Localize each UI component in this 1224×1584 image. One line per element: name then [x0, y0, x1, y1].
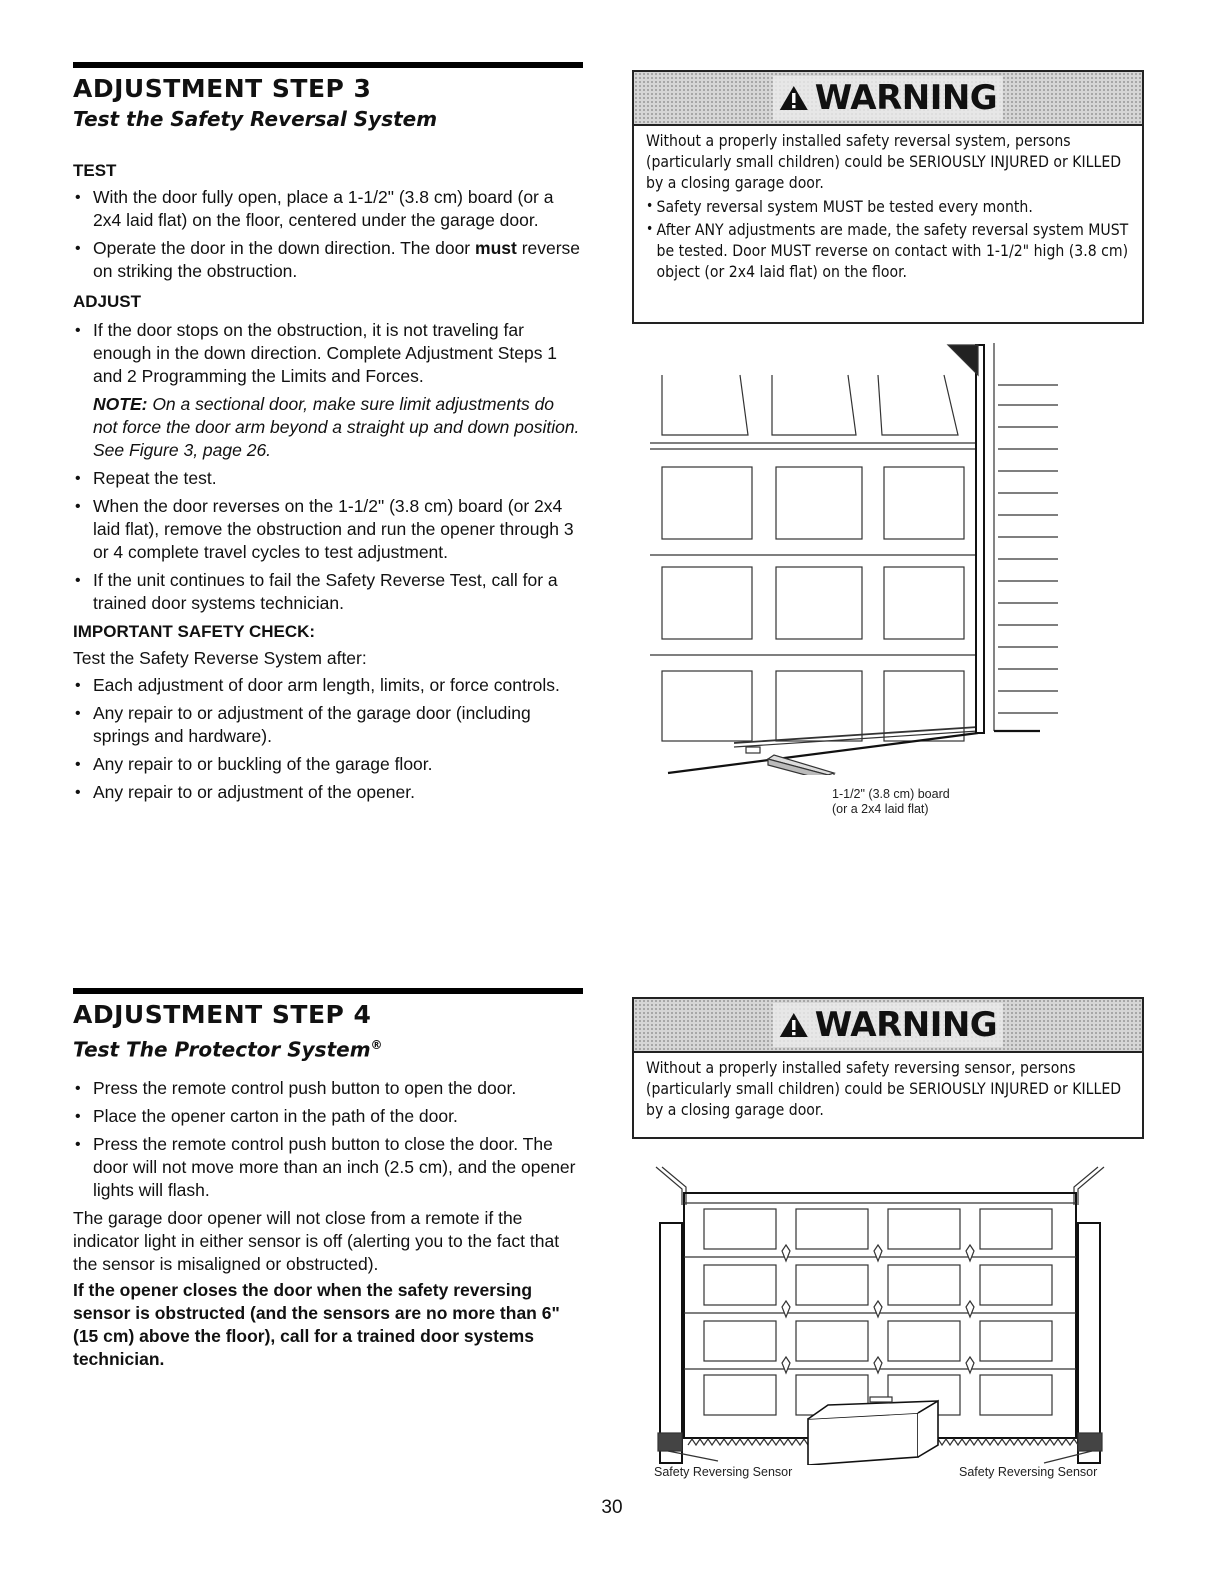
board-caption: 1-1/2" (3.8 cm) board (or a 2x4 laid flat)	[832, 787, 950, 816]
step4-bullet-2: • Place the opener carton in the path of the door.	[73, 1105, 583, 1128]
check-bullet-3: • Any repair to or buckling of the garage floor.	[73, 753, 583, 776]
step4-bullet-3: • Press the remote control push button to close the door. The door will not move more than an inch (2.5 cm), and the opener lights will flash.	[73, 1133, 583, 1202]
warning-bullet-1: • Safety reversal system MUST be tested every month.	[646, 196, 1138, 217]
warning-title-1: WARNING	[773, 76, 1003, 120]
warning-body-2	[634, 1053, 1142, 1128]
check-bullet-2: • Any repair to or adjustment of the garage door (including springs and hardware).	[73, 702, 583, 748]
step3-heading: ADJUSTMENT STEP 3	[73, 74, 372, 103]
adjust-list	[73, 319, 583, 388]
adjust-list-2	[73, 467, 583, 615]
warning-text-2: Without a properly installed safety reversing sensor, persons (particularly small children) could be SERIOUSLY INJURED or KILLED by a closing garage door.	[646, 1058, 1122, 1119]
test-list	[73, 186, 583, 283]
figure-door-board	[648, 335, 1068, 825]
safety-check-intro: Test the Safety Reverse System after:	[73, 648, 367, 668]
check-bullet-4: • Any repair to or adjustment of the opener.	[73, 781, 583, 804]
warning-box-2	[632, 997, 1144, 1139]
figure-garage-carton	[648, 1165, 1118, 1485]
garage-carton-illustration	[648, 1165, 1118, 1465]
page-number: 30	[601, 1497, 623, 1518]
adjust-bullet-1: • If the door stops on the obstruction, it is not traveling far enough in the down direction. Complete Adjustment Steps 1 and 2 Programming the Limits and Forces.	[73, 319, 583, 388]
warning-title-2: WARNING	[773, 1003, 1003, 1047]
test-bullet-2: • Operate the door in the down direction. The door must reverse on striking the obstruction.	[73, 237, 583, 283]
step3-subheading: Test the Safety Reversal System	[73, 107, 438, 131]
step4-paragraph: The garage door opener will not close from a remote if the indicator light in either sensor is off (alerting you to the fact that the sensor is misaligned or obstructed).	[73, 1207, 560, 1274]
warning-box-1	[632, 70, 1144, 324]
warning-header-1	[634, 72, 1142, 126]
sensor-label-right: Safety Reversing Sensor	[959, 1465, 1098, 1479]
step3-section	[73, 62, 583, 809]
note: NOTE: On a sectional door, make sure limit adjustments do not force the door arm beyond a straight up and down position. See Figure 3, page 26.	[93, 394, 580, 460]
warning-bullet-2: • After ANY adjustments are made, the safety reversal system MUST be tested. Door MUST reverse on contact with 1-1/2" high (3.8 cm) object (or 2x4 laid flat) on the floor.	[646, 219, 1138, 282]
step4-rule	[73, 988, 583, 994]
step3-rule	[73, 62, 583, 68]
test-heading: TEST	[73, 161, 117, 180]
step4-bold-paragraph: If the opener closes the door when the safety reversing sensor is obstructed (and the sensors are no more than 6" (15 cm) above the floor), call for a trained door systems technician.	[73, 1279, 560, 1369]
adjust-heading: ADJUST	[73, 292, 142, 311]
warning-triangle-icon	[779, 84, 809, 112]
step4-subheading: Test The Protector System®	[73, 1037, 383, 1062]
safety-check-heading: IMPORTANT SAFETY CHECK:	[73, 622, 316, 641]
adjust-bullet-3: • When the door reverses on the 1-1/2" (3.8 cm) board (or 2x4 laid flat), remove the obstruction and run the opener through 3 or 4 complete travel cycles to test adjustment.	[73, 495, 583, 564]
check-bullet-1: • Each adjustment of door arm length, limits, or force controls.	[73, 674, 583, 697]
door-board-illustration	[648, 335, 1068, 775]
adjust-bullet-2: • Repeat the test.	[73, 467, 583, 490]
step4-list	[73, 1077, 583, 1202]
warning-header-2	[634, 999, 1142, 1053]
test-bullet-1: • With the door fully open, place a 1-1/2" (3.8 cm) board (or a 2x4 laid flat) on the floor, centered under the garage door.	[73, 186, 583, 232]
step4-bullet-1: • Press the remote control push button to open the door.	[73, 1077, 583, 1100]
warning-list-1	[646, 196, 1130, 282]
step4-heading: ADJUSTMENT STEP 4	[73, 1000, 372, 1029]
sensor-label-left: Safety Reversing Sensor	[654, 1465, 793, 1479]
warning-triangle-icon	[779, 1011, 809, 1039]
safety-check-list	[73, 674, 583, 804]
warning-body-1	[634, 126, 1142, 292]
warning-text-1: Without a properly installed safety reversal system, persons (particularly small children) could be SERIOUSLY INJURED or KILLED by a closing garage door.	[646, 131, 1122, 192]
adjust-bullet-4: • If the unit continues to fail the Safety Reverse Test, call for a trained door systems technician.	[73, 569, 583, 615]
step4-section	[73, 988, 583, 1371]
